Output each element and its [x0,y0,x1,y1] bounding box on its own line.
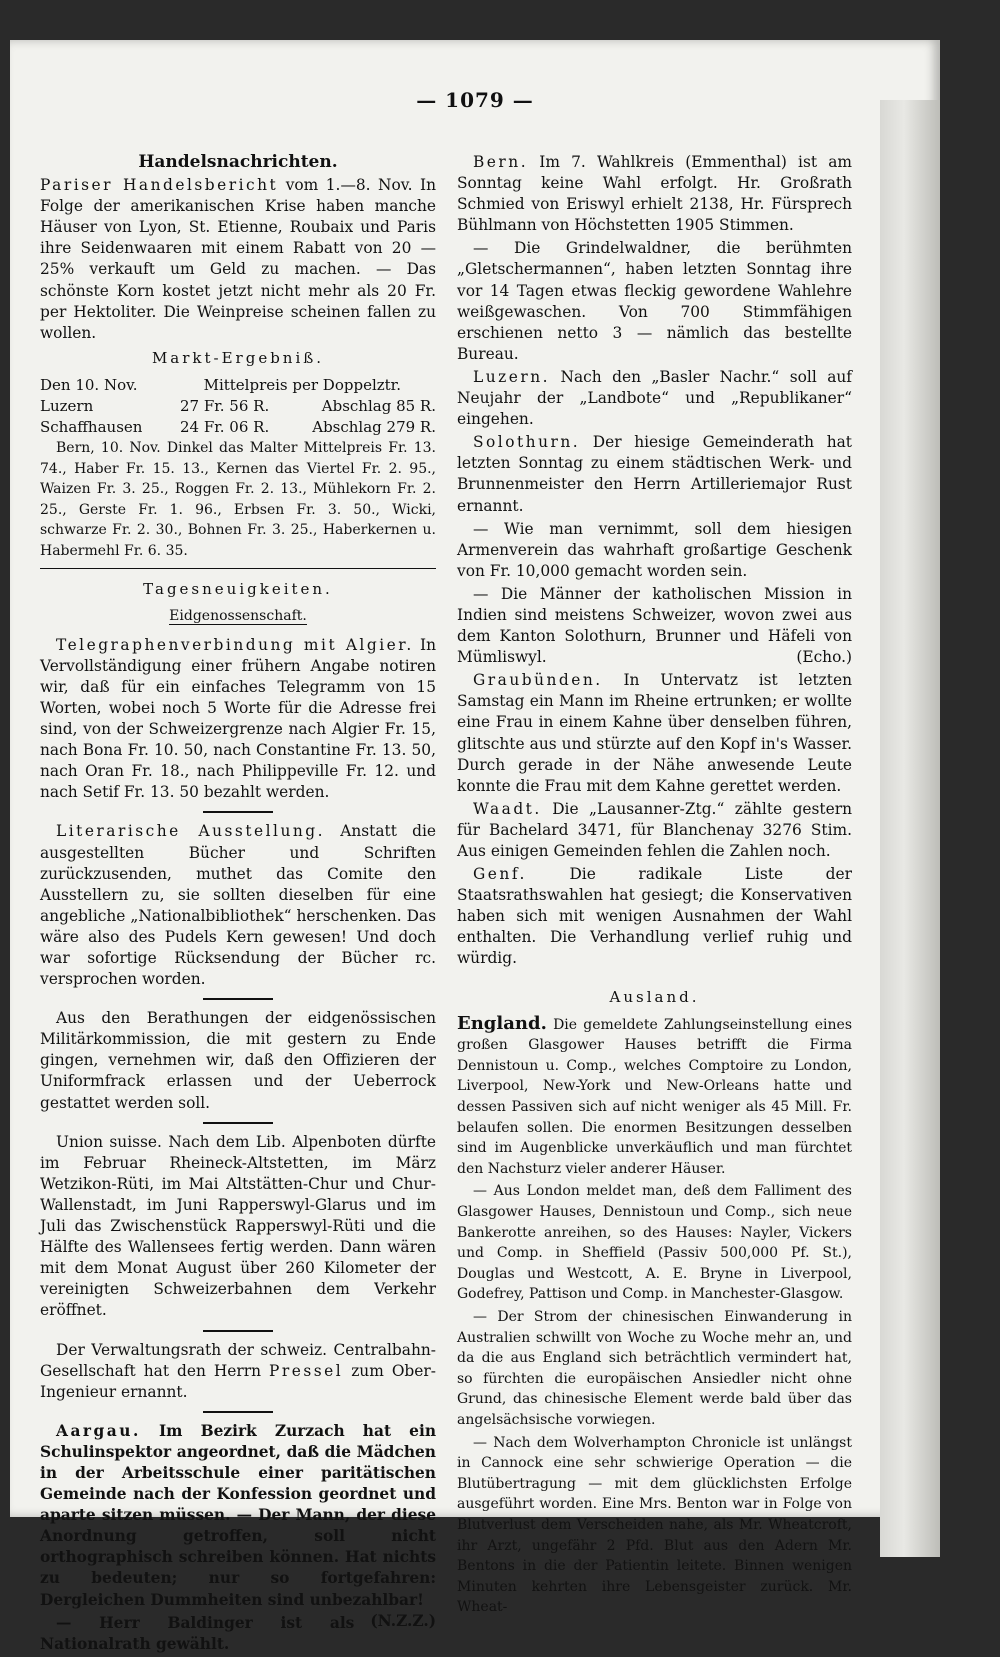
centralbahn-text-a: Der Verwaltungsrath der schweiz. Centralbahn-Gesellschaft hat den Herrn [40,1340,436,1380]
genf-text: Die radikale Liste der Staatsrathswahlen hat gesiegt; die Konservativen haben sich mit wenigen Ausnahmen der Wahl enthalten. Die Verhandlung verlief ruhig und würdig. [457,865,852,968]
market-row [40,417,436,438]
aargau-source: (N.Z.Z.) [370,1611,436,1630]
luzern-article [457,367,852,430]
bern-market-prices: Bern, 10. Nov. Dinkel das Malter Mittelpreis Fr. 13. 74., Haber Fr. 15. 13., Kernen das Viertel Fr. 2. 95., Waizen Fr. 3. 25., Roggen Fr. 2. 13., Mühlekorn Fr. 2. 25., Gerste Fr. 1. 96., Erbsen Fr. 3. 50., Wicki, schwarze Fr. 2. 30., Bohnen Fr. 3. 25., Haberkernen u. Habermehl Fr. 6. 35. [40,439,436,559]
divider [203,1411,273,1413]
aargau-article [40,1421,437,1630]
wolverhampton-article: — Nach dem Wolverhampton Chronicle ist unlängst in Cannock eine sehr schwierige Operation — die Blutübertragung — mit dem glücklichsten Erfolge ausgeführt worden. Eine Mrs. Benton war in Folge von Blutverlust dem Verscheiden nahe, als Mr. Wheatcroft, ihr Arzt, ungefähr 2 Pfd. Blut aus den Adern Mr. Bentons in die der Patientin leitete. Binnen wenigen Minuten kehrten ihre Lebensgeister zurück. Mr. Wheat- [457,1434,852,1616]
telegraph-text: In Vervollständigung einer frühern Angabe notiren wir, daß für ein einfaches Telegramm von 15 Worten, wobei noch 5 Worte für die Adresse frei sind, von der Schweizergrenze nach Algier Fr. 15, nach Bona Fr. 10. 50, nach Constantine Fr. 13. 50, nach Oran Fr. 18., nach Philippeville Fr. 12. und nach Setif Fr. 13. 50 bezahlt werden. [40,635,436,802]
england-text: Die gemeldete Zahlungseinstellung eines großen Glasgower Hauses betrifft die Firma Dennistoun u. Comp., welches Comptoire zu London, Liverpool, New-York und New-Orleans hatte und dessen Passiven sich auf nicht weniger als 45 Mill. Fr. belaufen sollen. Die enormen Besitzungen desselben sind im Augenblicke unverkäuflich und man fürchtet den Nachsturz vieler anderer Häuser. [457,1016,853,1177]
section-title-tages: Tagesneuigkeiten. [143,579,333,598]
page-number: — 1079 — [416,88,534,112]
mission-article [457,584,852,668]
genf-article [457,864,852,969]
divider [203,1122,273,1124]
newspaper-page [10,40,940,1653]
telegraph-article [40,635,436,804]
market-row [40,396,436,417]
aargau-text: Im Bezirk Zurzach hat ein Schulinspektor angeordnet, daß die Mädchen in der Arbeitsschule einer paritätischen Gemeinde nach der Konfession geordnet und aparte sitzen müssen. — Der Mann, der diese Anordnung getroffen, soll nicht orthographisch schreiben können. Hat nichts zu bedeuten; nur so fortgefahren: Dergleichen Dummheiten sind unbezahlbar! [40,1421,437,1609]
market-row [40,375,436,396]
solothurn-article [457,432,852,516]
military-article: Aus den Berathungen der eidgenössischen Militärkommission, die mit gestern zu Ende gingen, vernehmen wir, daß den Offizieren der Uniformfrack erlassen und der Ueberrock gestattet werden soll. [40,1009,436,1112]
divider [203,998,273,1000]
centralbahn-article [40,1340,436,1403]
market-cell: Schaffhausen [40,417,143,436]
market-cell: Den 10. Nov. [40,375,138,394]
graubuenden-text: In Untervatz ist letzten Samstag ein Mann im Rheine ertrunken; er wollte eine Frau in einem Kahne über denselben führen, glitschte aus und stürzte auf den Kopf in's Wasser. Durch gerade in der Nähe anwesende Leute konnte die Frau mit dem Kahne gerettet werden. [457,671,852,795]
london-article: — Aus London meldet man, deß dem Falliment des Glasgower Hauses, Dennistoun und Comp., sich neue Bankerotte anreihen, so des Hauses: Nayler, Vickers und Comp. in Sheffield (Passiv 500,000 Pf. St.), Douglas und Westcott, A. E. Bryne in Liverpool, Godefrey, Pattison und Comp. in Manchester-Glasgow. [457,1183,852,1303]
literary-text: Anstatt die ausgestellten Bücher und Schriften zurückzusenden, muthet das Comite den Ausstellern zu, sie sollten dieselben für eine angebliche „Nationalbibliothek“ herschenken. Das wäre also des Pudels Kern gewesen! Und doch war sofortige Rücksendung der Bücher rc. versprochen worden. [40,822,436,989]
grindelwald-article: — Die Grindelwaldner, die berühmten „Gletschermannen“, haben letzten Sonntag ihre vor 14 Tagen etwas fleckig gewordene Wahlehre weißgewaschen. Von 700 Stimmfähigen erschienen netto 3 — nämlich das bestellte Bureau. [457,239,852,363]
paris-report-lead: Pariser Handelsbericht [40,176,279,195]
market-cell: Luzern [40,396,94,415]
union-article [40,1132,436,1322]
england-article [457,1014,852,1180]
market-table [40,375,436,438]
graubuenden-lead: Graubünden. [473,671,603,690]
solothurn-text: Der hiesige Gemeinderath hat letzten Sonntag zu einem städtischen Werk- und Brunnenmeister den Herrn Artilleriemajor Rust ernannt. [457,433,852,515]
left-column [40,152,436,1657]
divider [203,1330,273,1332]
section-title-eidg [40,606,436,627]
luzern-lead: Luzern. [473,367,551,386]
baldinger-article: — Herr Baldinger ist als Nationalrath gewählt. [40,1613,355,1653]
divider [40,568,436,569]
market-cell: 27 Fr. 56 R. [179,396,270,415]
telegraph-lead: Telegraphenverbindung mit Algier. [56,635,414,654]
market-cell: Mittelpreis per Doppelztr. [203,375,401,394]
england-lead: England. [457,1012,547,1034]
literary-article [40,821,436,990]
bern-text: Im 7. Wahlkreis (Emmenthal) ist am Sonntag keine Wahl erfolgt. Hr. Großrath Schmied von Eriswyl erhielt 2138, Hr. Fürsprech Bühlmann von Höchstetten 1905 Stimmen. [457,153,852,235]
paris-report-text: vom 1.—8. Nov. In Folge der amerikanischen Krise haben manche Häuser von Lyon, St. Etienne, Roubaix und Paris ihre Seidenwaaren mit einem Rabatt von 20 — 25% verkauft um Geld zu machen. — Das schönste Korn kostet jetzt nicht mehr als 20 Fr. per Hektoliter. Die Weinpreise scheinen fallen zu wollen. [40,176,436,342]
paris-report [40,175,436,344]
graubuenden-article [457,670,852,797]
waadt-text: Die „Lausanner-Ztg.“ zählte gestern für Bachelard 3471, für Blanchenay 3276 Stim. Aus einigen Gemeinden fehlen die Zahlen noch. [457,799,852,860]
section-title-handel: Handelsnachrichten. [138,152,338,172]
bern-article [457,152,852,236]
centralbahn-name: Pressel [269,1361,344,1380]
aargau-lead: Aargau. [56,1421,141,1440]
mission-source: (Echo.) [796,648,852,667]
divider [203,811,273,813]
market-cell: Abschlag 279 R. [312,417,436,436]
armenverein-article: — Wie man vernimmt, soll dem hiesigen Armenverein das wahrhaft großartige Geschenk von Fr. 10,000 gemacht worden sein. [457,519,852,580]
market-title: Markt-Ergebniß. [151,348,325,367]
literary-lead: Literarische Ausstellung. [56,822,326,841]
union-lead: Union suisse. [56,1132,162,1151]
section-title-eidg-text: Eidgenossenschaft. [169,607,307,624]
genf-lead: Genf. [473,865,527,884]
china-article: — Der Strom der chinesischen Einwanderung in Australien schwillt von Woche zu Woche mehr an, und da die aus England sich beträchtlich vermindert hat, so fürchten die europäischen Ansiedler nicht ohne Grund, das chinesische Element werde bald über das angelsächsische vorwiegen. [457,1308,852,1428]
waadt-article [457,799,852,862]
page-edge [880,100,940,1557]
union-text: Nach dem Lib. Alpenboten dürfte im Februar Rheineck-Altstetten, im März Wetzikon-Rüti, im Mai Altstätten-Chur und Chur-Wallenstadt, im Juni Rapperswyl-Glarus und im Juli das Zwischenstück Rapperswyl-Rüti und die Hälfte des Wallensees fertig werden. Dann wären mit dem Monat August über 260 Kilometer der vereinigten Schweizerbahnen dem Verkehr eröffnet. [40,1132,436,1320]
waadt-lead: Waadt. [473,799,542,818]
bern-lead: Bern. [473,153,529,171]
centralbahn-text-b: zum Ober-Ingenieur ernannt. [40,1361,436,1401]
right-column [457,152,852,1620]
luzern-text: Nach den „Basler Nachr.“ soll auf Neujahr der „Landbote“ und „Republikaner“ eingehen. [457,367,852,429]
market-cell: 24 Fr. 06 R. [179,417,270,436]
market-cell: Abschlag 85 R. [321,396,436,415]
solothurn-lead: Solothurn. [473,433,581,452]
section-title-ausland: Ausland. [609,987,700,1006]
mission-text: — Die Männer der katholischen Mission in Indien sind meistens Schweizer, wovon zwei aus dem Kanton Solothurn, Brunner und Häfeli von Mümliswyl. [457,584,852,667]
